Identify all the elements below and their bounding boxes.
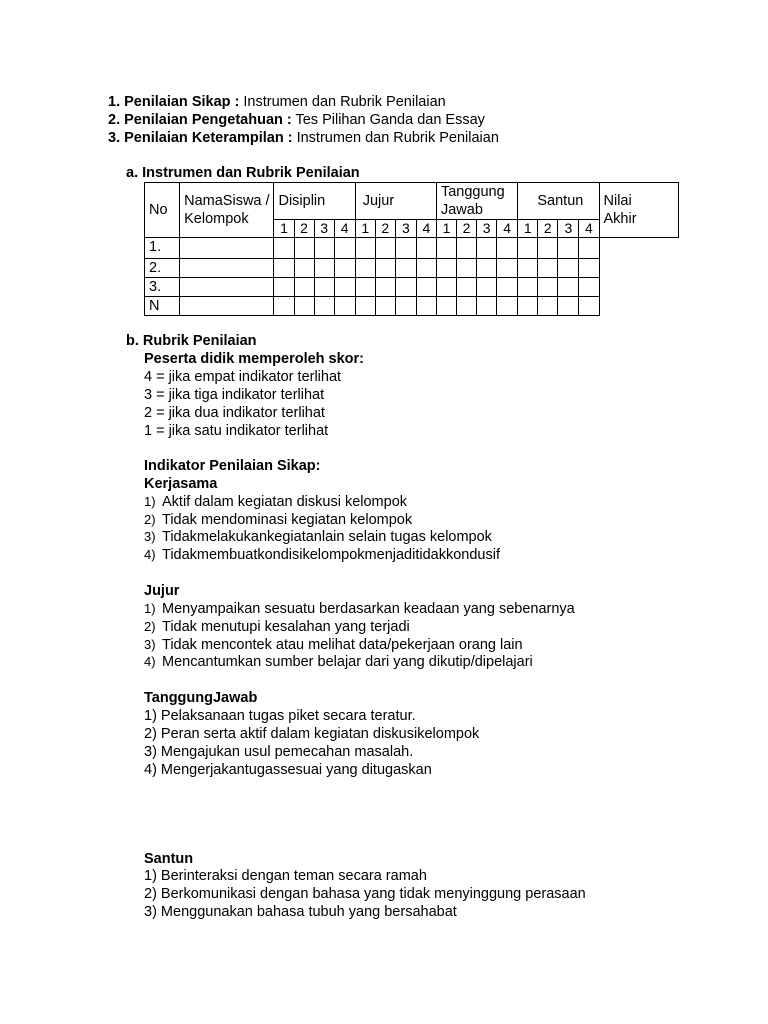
cell [477, 297, 497, 316]
cell [457, 259, 477, 278]
header-nama [180, 183, 274, 238]
cell [457, 297, 477, 316]
header-no: No [145, 183, 180, 238]
jujur-title: Jujur [144, 583, 180, 599]
cell [294, 259, 314, 278]
score-4: 4 [497, 220, 518, 238]
cell [579, 238, 599, 259]
part-a-label: a. [126, 165, 139, 181]
section-desc: Instrumen dan Rubrik Penilaian [239, 94, 446, 110]
section-number: 2. [108, 112, 121, 128]
cell [579, 259, 599, 278]
section-title: Penilaian Pengetahuan : [124, 112, 292, 128]
section-title: Penilaian Keterampilan : [124, 130, 293, 146]
item-number: 2) [144, 512, 156, 527]
item-text: Tidak mendominasi kegiatan kelompok [162, 512, 413, 528]
score-1: 1 [518, 220, 538, 238]
cell [497, 259, 518, 278]
cell [558, 259, 579, 278]
list-item [144, 493, 407, 511]
cell [355, 259, 375, 278]
list-item [144, 636, 523, 654]
part-b-label: b. [126, 333, 139, 349]
cell [579, 278, 599, 297]
score-3: 3 [395, 220, 416, 238]
cell [558, 297, 579, 316]
cell [497, 278, 518, 297]
list-item: 3) Menggunakan bahasa tubuh yang bersahabat [144, 904, 457, 920]
item-number: 4) [144, 547, 156, 562]
score-1: 1 [355, 220, 375, 238]
header-nilai-text: Nilai Akhir [603, 193, 637, 227]
item-text: Mencantumkan sumber belajar dari yang dikutip/dipelajari [162, 654, 533, 670]
cell [477, 259, 497, 278]
tanggungjawab-title: TanggungJawab [144, 690, 258, 706]
list-item [144, 653, 533, 671]
cell [436, 259, 456, 278]
cell [375, 259, 395, 278]
score-rule: 1 = jika satu indikator terlihat [144, 423, 329, 439]
item-number: 3) [144, 529, 156, 544]
cell [180, 297, 274, 316]
score-3: 3 [477, 220, 497, 238]
cell [180, 259, 274, 278]
cell [395, 238, 416, 259]
assessment-table [144, 182, 679, 316]
cell [457, 278, 477, 297]
cell [314, 238, 334, 259]
list-item: 1) Pelaksanaan tugas piket secara teratur. [144, 708, 416, 724]
list-item [144, 618, 410, 636]
cell [416, 259, 436, 278]
list-item [144, 528, 492, 546]
part-b-title: Rubrik Penilaian [142, 333, 257, 349]
section-desc: Tes Pilihan Ganda dan Essay [291, 112, 485, 128]
item-text: Tidakmelakukankegiatanlain selain tugas kelompok [162, 529, 492, 545]
part-a-heading [126, 164, 360, 182]
santun-title: Santun [144, 851, 194, 867]
cell [180, 238, 274, 259]
score-1: 1 [436, 220, 456, 238]
cell [538, 278, 558, 297]
cell [558, 238, 579, 259]
item-number: 4) [144, 654, 156, 669]
part-b-heading [126, 332, 257, 350]
kerjasama-title: Kerjasama [144, 476, 218, 492]
cell [457, 238, 477, 259]
cell [334, 278, 355, 297]
item-text: Tidak mencontek atau melihat data/pekerjaan orang lain [162, 637, 523, 653]
score-4: 4 [579, 220, 599, 238]
table-row [145, 238, 679, 259]
score-4: 4 [416, 220, 436, 238]
cell [416, 278, 436, 297]
score-2: 2 [457, 220, 477, 238]
header-santun: Santun [518, 183, 599, 220]
item-number: 2) [144, 619, 156, 634]
cell [355, 278, 375, 297]
header-tanggung-text: Tanggung Jawab [440, 184, 505, 218]
cell [538, 259, 558, 278]
section-number: 3. [108, 130, 121, 146]
header-nilai-akhir [599, 183, 679, 238]
part-b-subtitle: Peserta didik memperoleh skor: [144, 351, 364, 367]
cell [395, 297, 416, 316]
cell [314, 259, 334, 278]
table-header-row [145, 183, 679, 220]
list-item: 2) Berkomunikasi dengan bahasa yang tidak menyinggung perasaan [144, 886, 586, 902]
list-item [144, 511, 412, 529]
score-3: 3 [558, 220, 579, 238]
item-number: 1) [144, 494, 156, 509]
cell [375, 297, 395, 316]
header-tanggung-jawab [436, 183, 517, 220]
item-number: 1) [144, 601, 156, 616]
item-number: 3) [144, 637, 156, 652]
cell [395, 278, 416, 297]
cell [497, 297, 518, 316]
score-2: 2 [538, 220, 558, 238]
score-2: 2 [375, 220, 395, 238]
section-1 [108, 93, 446, 111]
cell [294, 238, 314, 259]
list-item: 3) Mengajukan usul pemecahan masalah. [144, 744, 414, 760]
item-text: Tidak menutupi kesalahan yang terjadi [162, 619, 410, 635]
score-3: 3 [314, 220, 334, 238]
cell [274, 297, 294, 316]
list-item: 4) Mengerjakantugassesuai yang ditugaskan [144, 762, 432, 778]
cell [355, 238, 375, 259]
list-item: 2) Peran serta aktif dalam kegiatan diskusikelompok [144, 726, 480, 742]
table-row [145, 278, 679, 297]
cell [314, 278, 334, 297]
header-jujur: Jujur [355, 183, 436, 220]
list-item [144, 546, 500, 564]
cell [518, 278, 538, 297]
section-number: 1. [108, 94, 121, 110]
score-1: 1 [274, 220, 294, 238]
row-number: 3. [145, 278, 180, 297]
cell [477, 238, 497, 259]
table-row [145, 259, 679, 278]
score-4: 4 [334, 220, 355, 238]
cell [180, 278, 274, 297]
cell [334, 259, 355, 278]
cell [416, 297, 436, 316]
header-nama-text: NamaSiswa / Kelompok [184, 193, 270, 227]
cell [314, 297, 334, 316]
item-text: Aktif dalam kegiatan diskusi kelompok [162, 494, 408, 510]
cell [274, 278, 294, 297]
cell [334, 238, 355, 259]
header-disiplin: Disiplin [274, 183, 355, 220]
score-rule: 3 = jika tiga indikator terlihat [144, 387, 325, 403]
section-3 [108, 129, 499, 147]
item-text: Tidakmembuatkondisikelompokmenjaditidakkondusif [162, 547, 500, 563]
section-2 [108, 111, 485, 129]
cell [518, 297, 538, 316]
part-a-title: Instrumen dan Rubrik Penilaian [142, 165, 360, 181]
score-2: 2 [294, 220, 314, 238]
row-number: 2. [145, 259, 180, 278]
item-text: Menyampaikan sesuatu berdasarkan keadaan yang sebenarnya [162, 601, 575, 617]
cell [538, 238, 558, 259]
cell [436, 278, 456, 297]
score-rule: 2 = jika dua indikator terlihat [144, 405, 325, 421]
cell [579, 297, 599, 316]
cell [395, 259, 416, 278]
row-number: 1. [145, 238, 180, 259]
cell [355, 297, 375, 316]
cell [436, 238, 456, 259]
indikator-title: Indikator Penilaian Sikap: [144, 458, 321, 474]
cell [294, 297, 314, 316]
cell [375, 278, 395, 297]
cell [294, 278, 314, 297]
list-item [144, 600, 575, 618]
score-rule: 4 = jika empat indikator terlihat [144, 369, 342, 385]
list-item: 1) Berinteraksi dengan teman secara ramah [144, 868, 427, 884]
cell [538, 297, 558, 316]
cell [497, 238, 518, 259]
cell [375, 238, 395, 259]
cell [558, 278, 579, 297]
cell [518, 259, 538, 278]
table-row [145, 297, 679, 316]
cell [274, 259, 294, 278]
cell [274, 238, 294, 259]
cell [334, 297, 355, 316]
cell [477, 278, 497, 297]
row-number: N [145, 297, 180, 316]
cell [436, 297, 456, 316]
cell [518, 238, 538, 259]
section-desc: Instrumen dan Rubrik Penilaian [292, 130, 499, 146]
cell [416, 238, 436, 259]
section-title: Penilaian Sikap : [124, 94, 240, 110]
